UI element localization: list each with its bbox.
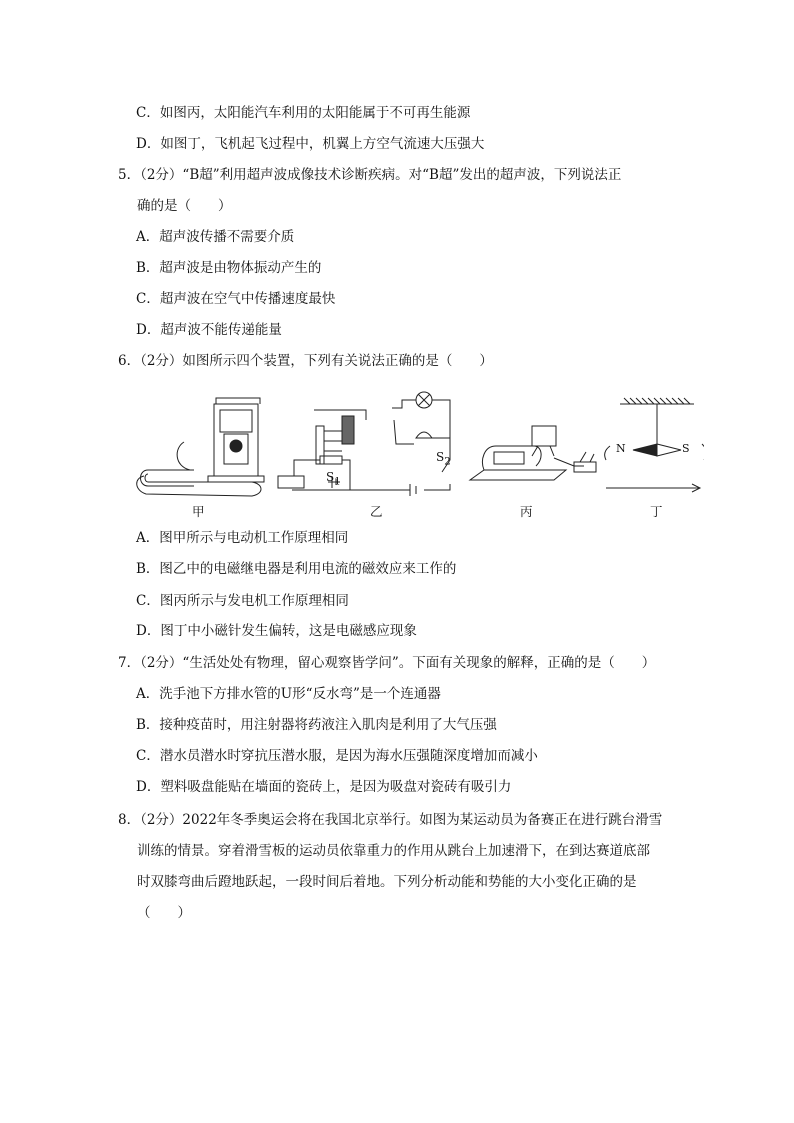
- q4-option-d: D．如图丁，飞机起飞过程中，机翼上方空气流速大压强大: [136, 136, 485, 152]
- q5-stem-line1: 5．（2分）“B超”利用超声波成像技术诊断疾病。对“B超”发出的超声波，下列说法正: [118, 167, 622, 183]
- switch-s2-label: $S_2$: [436, 450, 451, 468]
- q7-option-c: C．潜水员潜水时穿抗压潜水服，是因为海水压强随深度增加而减小: [136, 748, 538, 764]
- q8-stem-line1: 8．（2分）2022年冬季奥运会将在我国北京举行。如图为某运动员为备赛正在进行跳台滑雪: [118, 812, 663, 828]
- figure-label-jia: 甲: [192, 504, 205, 519]
- q6-option-c: C．图丙所示与发电机工作原理相同: [136, 593, 349, 609]
- q8-stem-line2: 训练的情景。穿着滑雪板的运动员依靠重力的作用从跳台上加速滑下，在到达赛道底部: [137, 843, 650, 859]
- needle-s-label: S: [682, 442, 690, 455]
- needle-n-label: N: [616, 442, 626, 455]
- q6-option-b: B．图乙中的电磁继电器是利用电流的磁效应来工作的: [136, 561, 457, 577]
- q5-stem-line2: 确的是（ ）: [137, 198, 232, 214]
- figure-label-ding: 丁: [650, 504, 663, 519]
- q7-option-d: D．塑料吸盘能贴在墙面的瓷砖上，是因为吸盘对瓷砖有吸引力: [136, 779, 512, 795]
- figure-jia-apparatus: [137, 398, 264, 496]
- q5-option-c: C．超声波在空气中传播速度最快: [136, 291, 336, 307]
- q8-stem-line3: 时双膝弯曲后蹬地跃起，一段时间后着地。下列分析动能和势能的大小变化正确的是: [137, 874, 637, 890]
- q6-stem: 6．（2分）如图所示四个装置，下列有关说法正确的是（ ）: [118, 353, 493, 369]
- figure-label-bing: 丙: [520, 504, 533, 519]
- figure-bing-apparatus: [470, 426, 596, 480]
- q5-option-d: D．超声波不能传递能量: [136, 322, 282, 338]
- q5-option-a: A．超声波传播不需要介质: [136, 229, 295, 245]
- q8-stem-line4: （ ）: [137, 905, 191, 921]
- q7-option-b: B．接种疫苗时，用注射器将药液注入肌肉是利用了大气压强: [136, 717, 497, 733]
- q6-figure: [134, 386, 704, 522]
- figure-yi-circuit: [278, 392, 450, 496]
- q6-option-d: D．图丁中小磁针发生偏转，这是电磁感应现象: [136, 623, 417, 639]
- q5-option-b: B．超声波是由物体振动产生的: [136, 260, 322, 276]
- q7-option-a: A．洗手池下方排水管的U形“反水弯”是一个连通器: [136, 686, 441, 702]
- q6-option-a: A．图甲所示与电动机工作原理相同: [136, 530, 349, 546]
- figure-label-yi: 乙: [370, 504, 383, 519]
- switch-s1-label: $S_1$: [326, 470, 341, 488]
- q4-option-c: C．如图丙，太阳能汽车利用的太阳能属于不可再生能源: [136, 105, 471, 121]
- q7-stem: 7．（2分）“生活处处有物理，留心观察皆学问”。下面有关现象的解释，正确的是（ ）: [118, 655, 656, 671]
